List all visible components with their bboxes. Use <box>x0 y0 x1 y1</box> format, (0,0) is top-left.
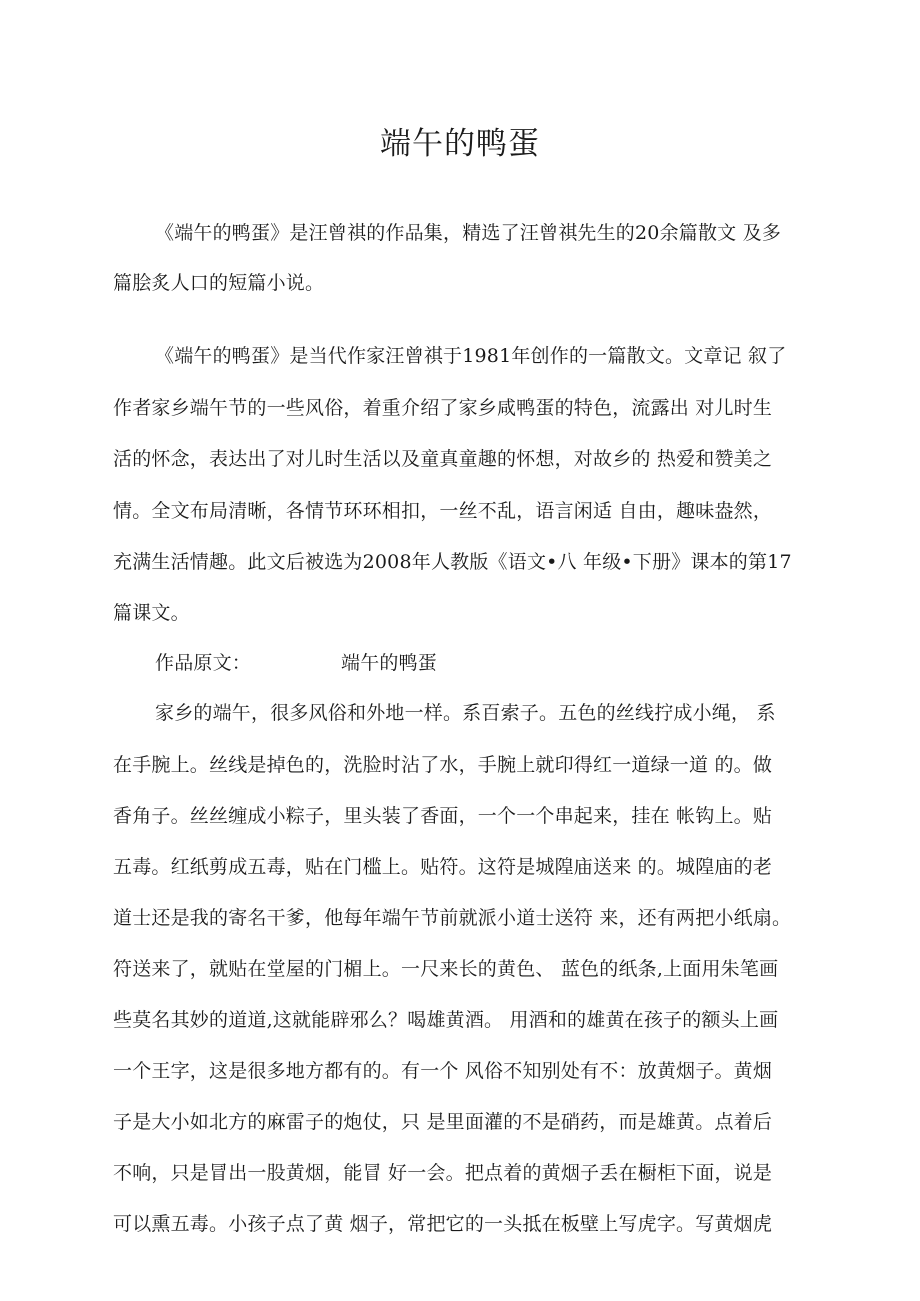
paragraph-line: 些莫名其妙的道道,这就能辟邪么？喝雄黄酒。 用酒和的雄黄在孩子的额头上画 <box>113 1009 779 1031</box>
paragraph-line: 篇脍炙人口的短篇小说。 <box>113 272 325 294</box>
paragraph-line: 子是大小如北方的麻雷子的炮仗，只 是里面灌的不是硝药，而是雄黄。点着后 <box>113 1111 773 1133</box>
paragraph-line: 家乡的端午，很多风俗和外地一样。系百索子。五色的丝线拧成小绳， 系 <box>155 702 776 724</box>
paragraph-line: 五毒。红纸剪成五毒，贴在门槛上。贴符。这符是城隍庙送来 的。城隍庙的老 <box>113 856 773 878</box>
paragraph-line: 符送来了，就贴在堂屋的门楣上。一尺来长的黄色、 蓝色的纸条,上面用朱笔画 <box>113 958 779 980</box>
paragraph-line: 作者家乡端午节的一些风俗，着重介绍了家乡咸鸭蛋的特色，流露出 对儿时生 <box>113 397 773 419</box>
paragraph-line: 可以熏五毒。小孩子点了黄 烟子，常把它的一头抵在板壁上写虎字。写黄烟虎 <box>113 1213 773 1235</box>
paragraph-line: 充满生活情趣。此文后被选为2008年人教版《语文•八 年级•下册》课本的第17 <box>113 551 792 573</box>
paragraph-line: 篇课文。 <box>113 602 190 624</box>
page-title: 端午的鸭蛋 <box>380 126 540 162</box>
paragraph-line: 不响，只是冒出一股黄烟，能冒 好一会。把点着的黄烟子丢在橱柜下面，说是 <box>113 1162 773 1184</box>
paragraph-line: 《端午的鸭蛋》是汪曾祺的作品集，精选了汪曾祺先生的20余篇散文 及多 <box>155 222 782 244</box>
paragraph-line: 情。全文布局清晰，各情节环环相扣，一丝不乱，语言闲适 自由，趣味盎然， <box>113 500 773 522</box>
paragraph-line: 道士还是我的寄名干爹，他每年端午节前就派小道士送符 来，还有两把小纸扇。 <box>113 907 792 929</box>
section-label: 作品原文： <box>155 652 252 674</box>
paragraph-line: 在手腕上。丝线是掉色的，洗脸时沾了水，手腕上就印得红一道绿一道 的。做 <box>113 754 773 776</box>
paragraph-line: 一个王字，这是很多地方都有的。有一个 风俗不知别处有不：放黄烟子。黄烟 <box>113 1060 773 1082</box>
section-subtitle: 端午的鸭蛋 <box>341 652 438 674</box>
paragraph-line: 香角子。丝丝缠成小粽子，里头装了香面，一个一个串起来，挂在 帐钩上。贴 <box>113 805 773 827</box>
paragraph-line: 《端午的鸭蛋》是当代作家汪曾祺于1981年创作的一篇散文。文章记 叙了 <box>155 345 787 367</box>
paragraph-line: 活的怀念，表达出了对儿时生活以及童真童趣的怀想，对故乡的 热爱和赞美之 <box>113 448 773 470</box>
